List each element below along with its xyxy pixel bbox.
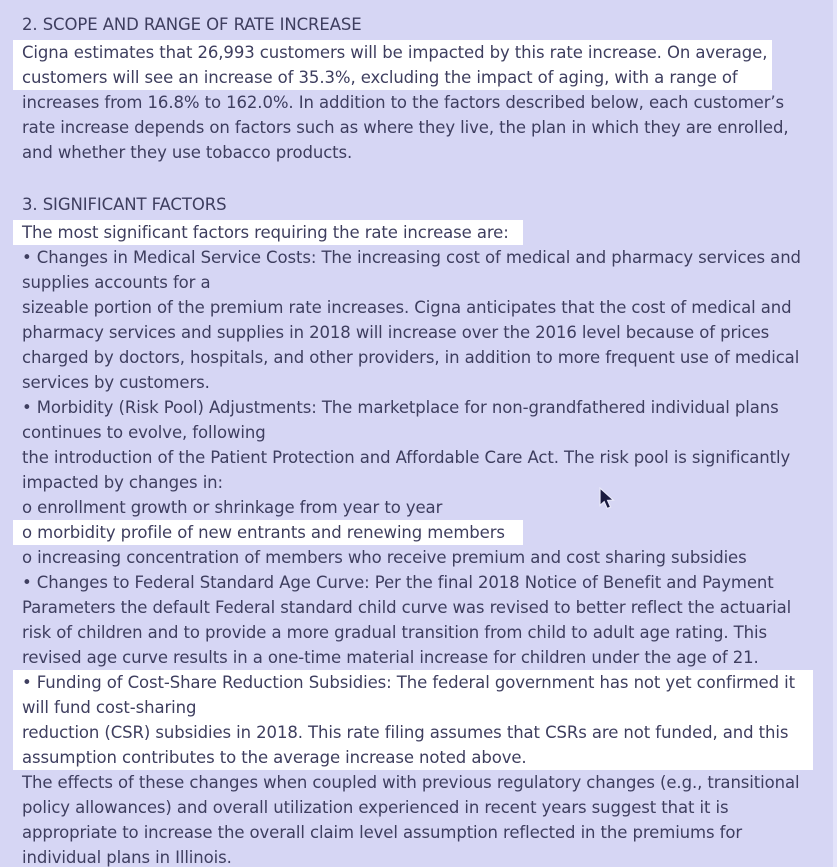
text-line: risk of children and to provide a more gradual transition from child to adult age rating. This (22, 623, 767, 642)
text-line: charged by doctors, hospitals, and other providers, in addition to more frequent use of medical (22, 348, 800, 367)
text-line: services by customers. (22, 373, 210, 392)
text-line: appropriate to increase the overall claim level assumption reflected in the premiums for (22, 823, 743, 842)
document-body (22, 12, 837, 867)
text-line: policy allowances) and overall utilization experienced in recent years suggest that it is (22, 798, 729, 817)
highlighted-text-line: o morbidity profile of new entrants and renewing members (13, 520, 523, 545)
highlighted-text-line: Cigna estimates that 26,993 customers will be impacted by this rate increase. On average, (13, 40, 772, 65)
text-line: rate increase depends on factors such as where they live, the plan in which they are enrolled, (22, 118, 789, 137)
text-line: sizeable portion of the premium rate increases. Cigna anticipates that the cost of medical and (22, 298, 792, 317)
text-line: pharmacy services and supplies in 2018 will increase over the 2016 level because of prices (22, 323, 770, 342)
text-line: individual plans in Illinois. (22, 848, 232, 867)
text-line: revised age curve results in a one-time material increase for children under the age of 21. (22, 648, 759, 667)
document-section (22, 192, 837, 867)
highlighted-text-line: will fund cost-sharing (13, 695, 813, 720)
mouse-cursor (599, 487, 616, 511)
text-line: and whether they use tobacco products. (22, 143, 353, 162)
text-line: • Changes to Federal Standard Age Curve: Per the final 2018 Notice of Benefit and Payment (22, 573, 774, 592)
text-line: supplies accounts for a (22, 273, 211, 292)
text-line: increases from 16.8% to 162.0%. In addition to the factors described below, each customer’s (22, 93, 785, 112)
text-line: impacted by changes in: (22, 473, 224, 492)
highlighted-text-line: reduction (CSR) subsidies in 2018. This rate filing assumes that CSRs are not funded, and this (13, 720, 813, 745)
highlighted-text-line: customers will see an increase of 35.3%, excluding the impact of aging, with a range of (13, 65, 772, 90)
text-line: o increasing concentration of members who receive premium and cost sharing subsidies (22, 548, 747, 567)
highlighted-text-line: • Funding of Cost-Share Reduction Subsidies: The federal government has not yet confirmed it (13, 670, 813, 695)
text-line: The effects of these changes when coupled with previous regulatory changes (e.g., transitional (22, 773, 800, 792)
text-line: continues to evolve, following (22, 423, 266, 442)
page-edge (833, 0, 837, 867)
document-section (22, 12, 837, 165)
text-line: the introduction of the Patient Protection and Affordable Care Act. The risk pool is significantly (22, 448, 791, 467)
text-line: • Changes in Medical Service Costs: The increasing cost of medical and pharmacy services and (22, 248, 801, 267)
text-line: • Morbidity (Risk Pool) Adjustments: The marketplace for non-grandfathered individual plans (22, 398, 779, 417)
text-line: o enrollment growth or shrinkage from year to year (22, 498, 443, 517)
highlighted-text-line: assumption contributes to the average increase noted above. (13, 745, 813, 770)
text-line: Parameters the default Federal standard child curve was revised to better reflect the actuarial (22, 598, 792, 617)
highlighted-text-line: The most significant factors requiring the rate increase are: (13, 220, 523, 245)
section-heading: 2. SCOPE AND RANGE OF RATE INCREASE (22, 15, 362, 34)
section-heading: 3. SIGNIFICANT FACTORS (22, 195, 227, 214)
